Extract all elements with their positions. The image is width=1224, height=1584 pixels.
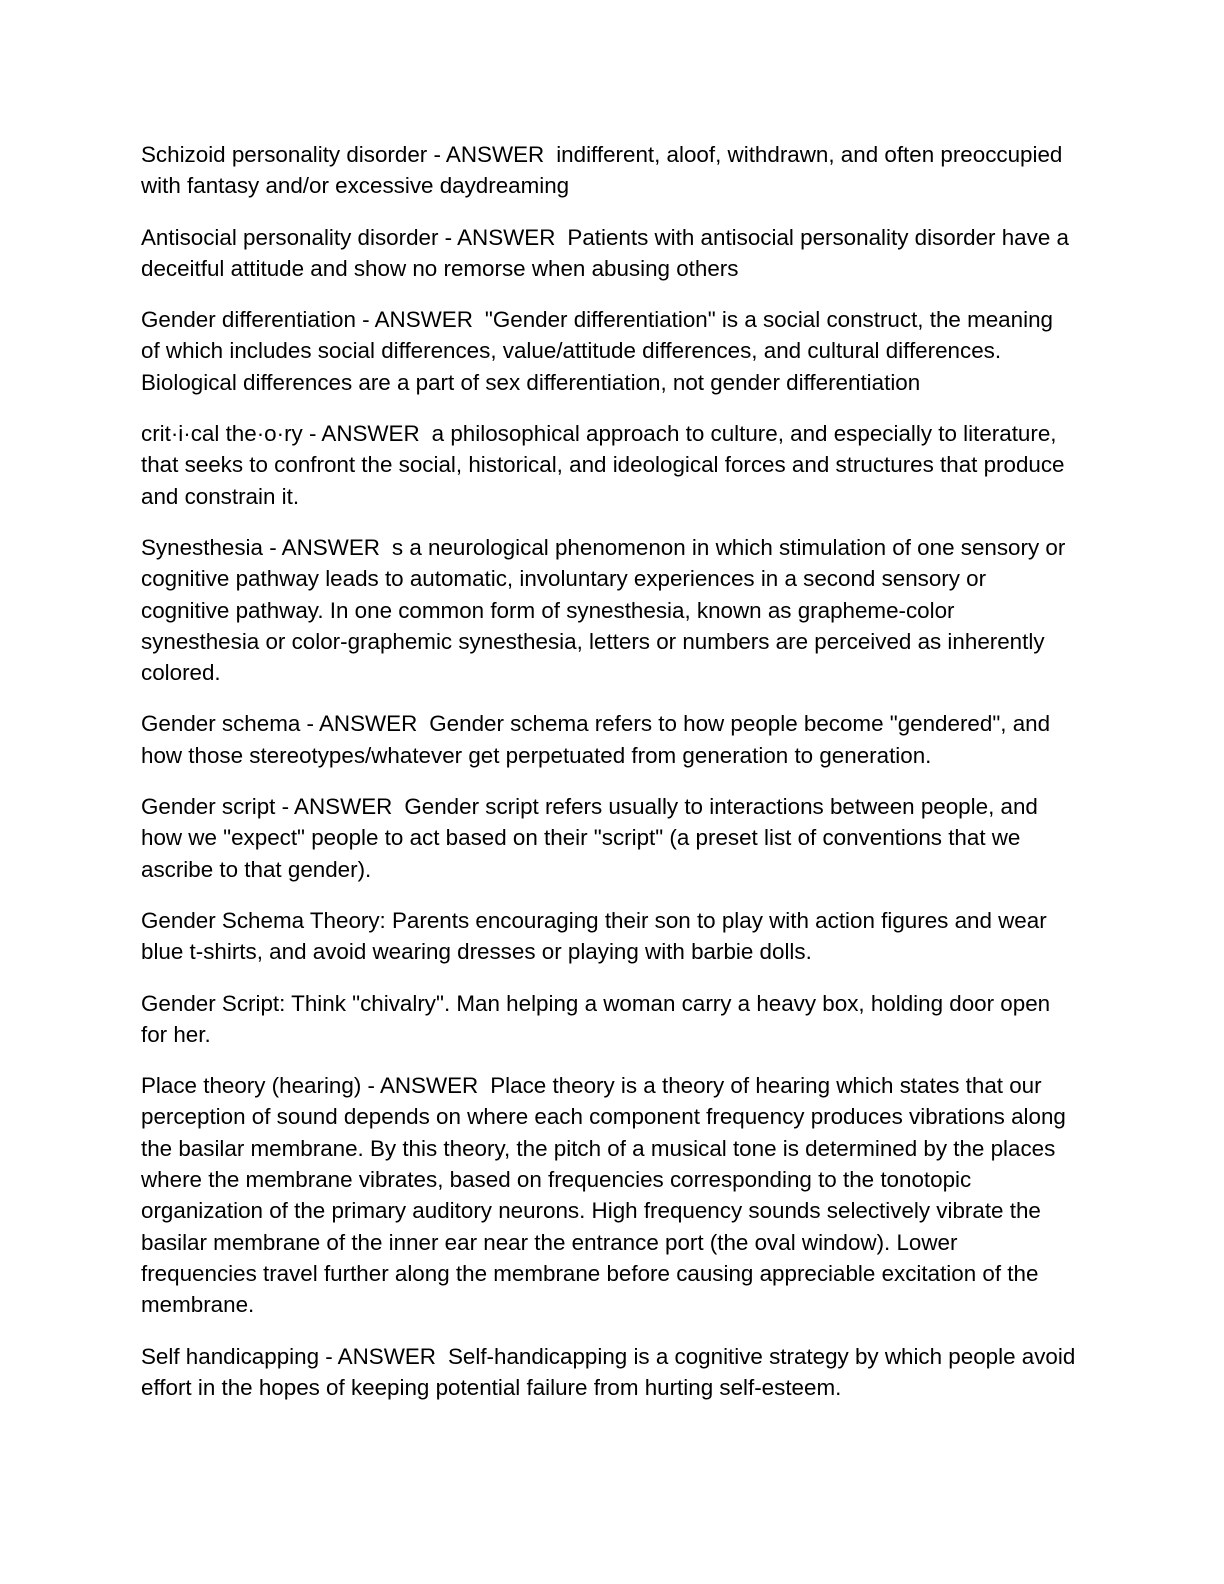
entry-definition: s a neurological phenomenon in which stimulation of one sensory or cognitive pathway leads to automatic, involuntary experiences in a second sensory or cognitive pathway. In one common form of synesthesia, known as grapheme-color synesthesia or color-graphemic synesthesia, letters or numbers are perceived as inherently colored. — [141, 534, 1066, 686]
entry-term: Synesthesia - ANSWER — [141, 534, 380, 560]
entry-gender-schema-theory-example — [141, 905, 1076, 968]
entry-schizoid — [141, 139, 1076, 202]
entry-definition: a philosophical approach to culture, and especially to literature, that seeks to confront the social, historical, and ideological forces and structures that produce and constrain it. — [141, 421, 1065, 509]
entry-definition: indifferent, aloof, withdrawn, and often preoccupied with fantasy and/or excessive daydreaming — [141, 142, 1063, 199]
entry-synesthesia — [141, 532, 1076, 688]
entry-critical-theory — [141, 418, 1076, 512]
entry-gender-differentiation — [141, 304, 1076, 398]
entry-definition: Gender schema refers to how people become "gendered", and how those stereotypes/whatever get perpetuated from generation to generation. — [141, 711, 1051, 768]
entry-place-theory — [141, 1070, 1076, 1320]
entry-definition: Self-handicapping is a cognitive strategy by which people avoid effort in the hopes of keeping potential failure from hurting self-esteem. — [141, 1343, 1076, 1400]
entry-term: crit·i·cal the·o·ry - ANSWER — [141, 421, 420, 447]
entry-term: Gender script - ANSWER — [141, 794, 393, 820]
entry-gender-schema — [141, 708, 1076, 771]
entry-definition: Gender script refers usually to interactions between people, and how we "expect" people to act based on their "script" (a preset list of conventions that we ascribe to that gender). — [141, 794, 1038, 882]
entry-gender-script — [141, 791, 1076, 885]
entry-definition: "Gender differentiation" is a social construct, the meaning of which includes social differences, value/attitude differences, and cultural differences. Biological differences are a part of sex differentiation, not gender differentiation — [141, 307, 1053, 395]
document-body — [141, 139, 1076, 1423]
entry-term: Schizoid personality disorder - ANSWER — [141, 142, 545, 167]
entry-term: Gender differentiation - ANSWER — [141, 307, 473, 333]
entry-gender-script-example — [141, 988, 1076, 1051]
entry-term: Antisocial personality disorder - ANSWER — [141, 224, 556, 250]
entry-term: Place theory (hearing) - ANSWER — [141, 1073, 479, 1099]
entry-term: Self handicapping - ANSWER — [141, 1343, 436, 1369]
entry-antisocial — [141, 222, 1076, 285]
entry-self-handicapping — [141, 1341, 1076, 1404]
entry-definition: Place theory is a theory of hearing which states that our perception of sound depends on where each component frequency produces vibrations along the basilar membrane. By this theory, the pitch of a musical tone is determined by the places where the membrane vibrates, based on frequencies corresponding to the tonotopic organization of the primary auditory neurons. High frequency sounds selectively vibrate the basilar membrane of the inner ear near the entrance port (the oval window). Lower frequencies travel further along the membrane before causing appreciable excitation of the membrane. — [141, 1073, 1066, 1318]
entry-definition: Gender Schema Theory: Parents encouraging their son to play with action figures and wear blue t-shirts, and avoid wearing dresses or playing with barbie dolls. — [141, 907, 1047, 965]
entry-term: Gender schema - ANSWER — [141, 711, 418, 737]
entry-definition: Gender Script: Think "chivalry". Man helping a woman carry a heavy box, holding door open for her. — [141, 990, 1051, 1047]
entry-definition: Patients with antisocial personality disorder have a deceitful attitude and show no remorse when abusing others — [141, 224, 1069, 281]
